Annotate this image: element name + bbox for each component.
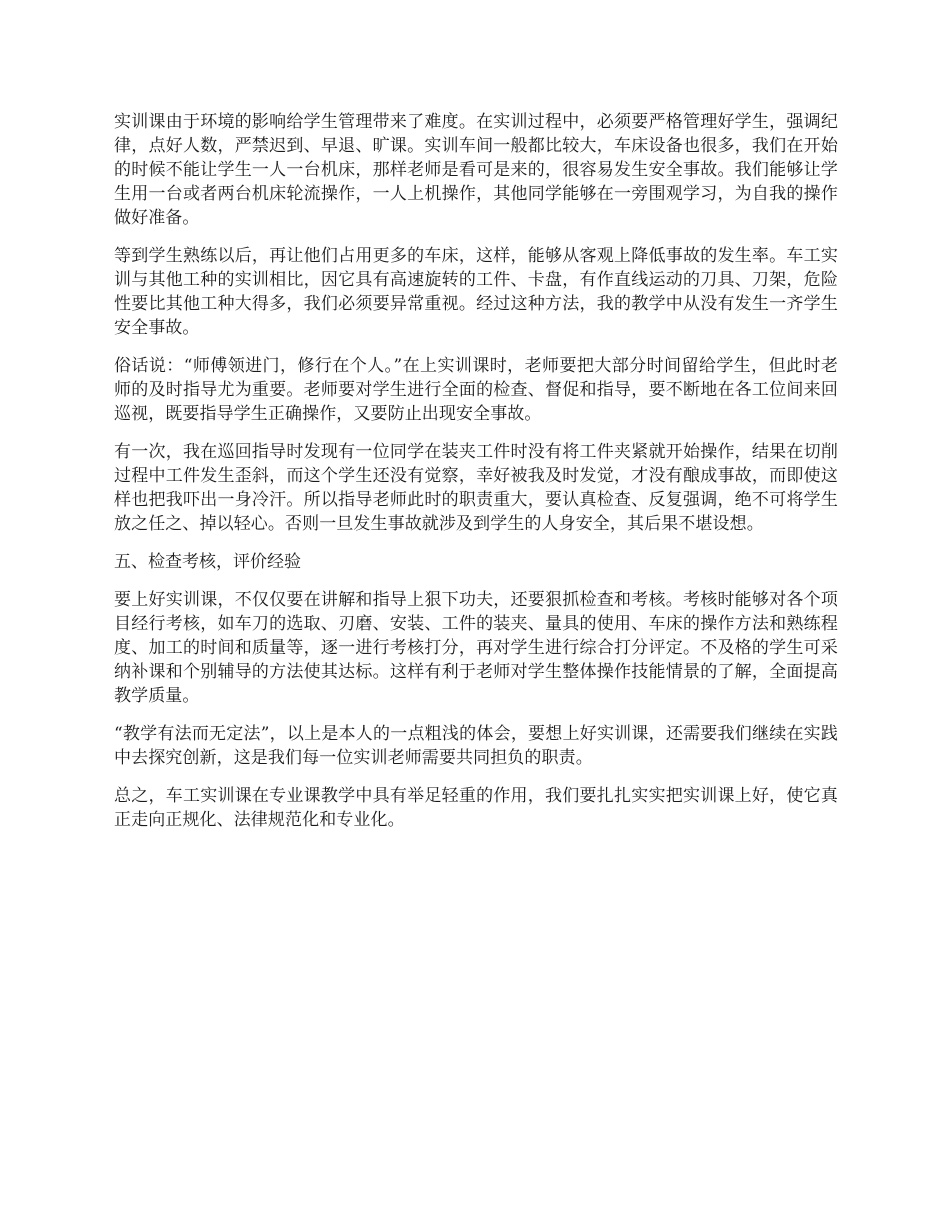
document-body bbox=[114, 110, 838, 846]
paragraph-1: 实训课由于环境的影响给学生管理带来了难度。在实训过程中，必须要严格管理好学生，强调纪律，点好人数，严禁迟到、早退、旷课。实训车间一般都比较大，车床设备也很多，我们在开始的时候不能让学生一人一台机床，那样老师是看可是来的，很容易发生安全事故。我们能够让学生用一台或者两台机床轮流操作，一人上机操作，其他同学能够在一旁围观学习，为自我的操作做好准备。 bbox=[114, 112, 838, 228]
paragraph-3: 俗话说：“师傅领进门，修行在个人。”在上实训课时，老师要把大部分时间留给学生，但此时老师的及时指导尤为重要。老师要对学生进行全面的检查、督促和指导，要不断地在各工位间来回巡视，既要指导学生正确操作，又要防止出现安全事故。 bbox=[114, 356, 838, 424]
paragraph-5: 要上好实训课，不仅仅要在讲解和指导上狠下功夫，还要狠抓检查和考核。考核时能够对各个项目经行考核，如车刀的选取、刃磨、安装、工件的装夹、量具的使用、车床的操作方法和熟练程度、加工的时间和质量等，逐一进行考核打分，再对学生进行综合打分评定。不及格的学生可采纳补课和个别辅导的方法使其达标。这样有利于老师对学生整体操作技能情景的了解，全面提高教学质量。 bbox=[114, 590, 838, 706]
section-heading: 五、检查考核，评价经验 bbox=[114, 552, 301, 572]
paragraph-7: 总之，车工实训课在专业课教学中具有举足轻重的作用，我们要扎扎实实把实训课上好，使它真正走向正规化、法律规范化和专业化。 bbox=[114, 786, 838, 830]
paragraph-2: 等到学生熟练以后，再让他们占用更多的车床，这样，能够从客观上降低事故的发生率。车工实训与其他工种的实训相比，因它具有高速旋转的工件、卡盘，有作直线运动的刀具、刀架，危险性要比其他工种大得多，我们必须要异常重视。经过这种方法，我的教学中从没有发生一齐学生安全事故。 bbox=[114, 246, 838, 338]
paragraph-6: “教学有法而无定法”，以上是本人的一点粗浅的体会，要想上好实训课，还需要我们继续在实践中去探究创新，这是我们每一位实训老师需要共同担负的职责。 bbox=[114, 724, 838, 768]
paragraph-4: 有一次，我在巡回指导时发现有一位同学在装夹工件时没有将工件夹紧就开始操作，结果在切削过程中工件发生歪斜，而这个学生还没有觉察，幸好被我及时发觉，才没有酿成事故，而即使这样也把我吓出一身冷汗。所以指导老师此时的职责重大，要认真检查、反复强调，绝不可将学生放之任之、掉以轻心。否则一旦发生事故就涉及到学生的人身安全，其后果不堪设想。 bbox=[114, 442, 838, 534]
